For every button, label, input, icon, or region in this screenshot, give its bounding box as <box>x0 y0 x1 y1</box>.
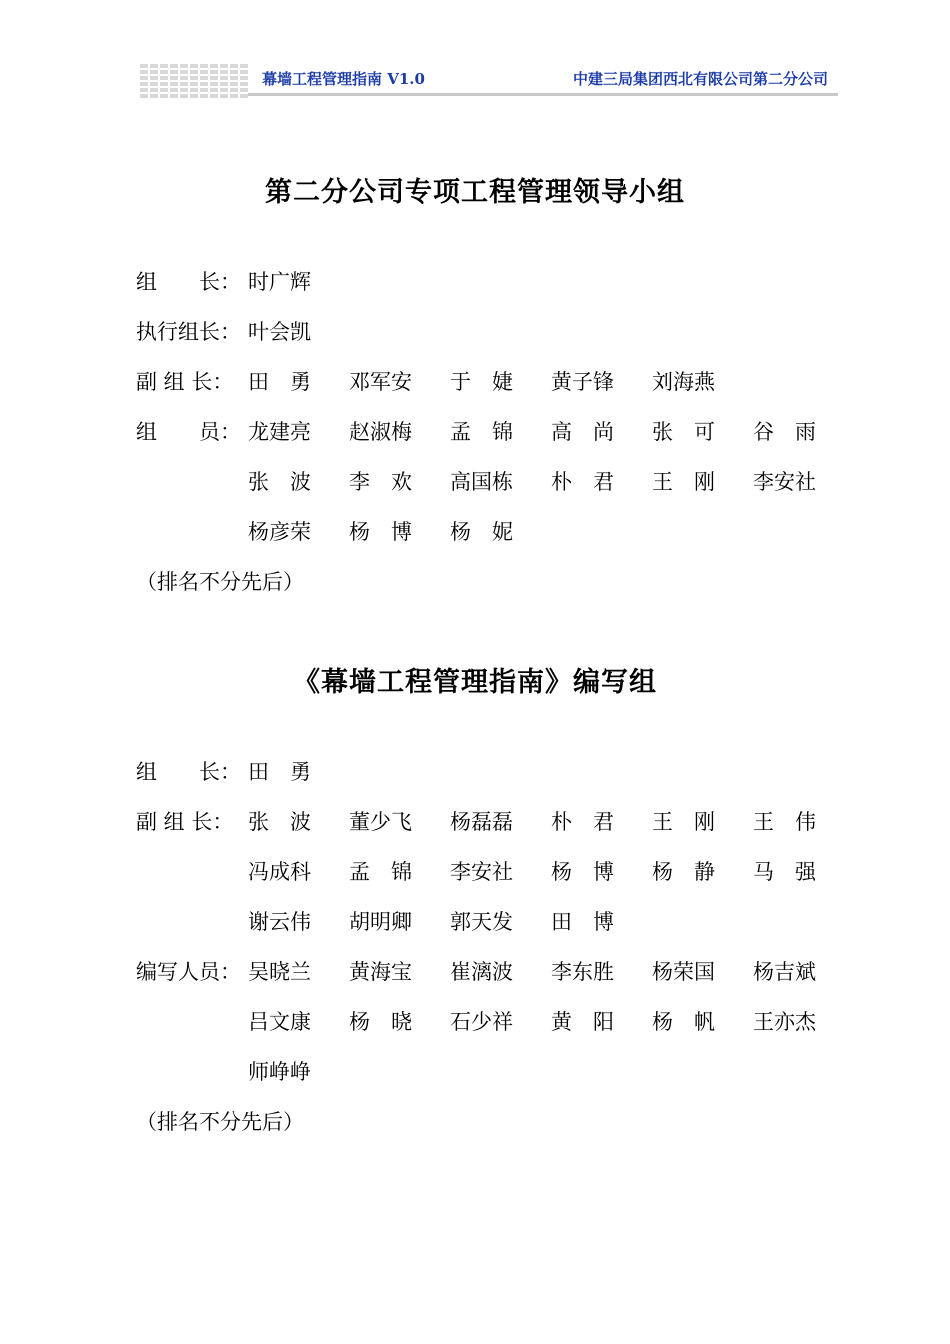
member-name: 刘海燕 <box>652 370 715 394</box>
member-name: 田 博 <box>551 910 614 934</box>
member-name: 马 强 <box>753 860 816 884</box>
member-name: 杨 妮 <box>450 520 513 544</box>
role-label: 编写人员： <box>136 960 241 984</box>
member-name: 赵淑梅 <box>349 420 412 444</box>
member-name: 胡明卿 <box>349 910 412 934</box>
member-name: 崔漓波 <box>450 960 513 984</box>
member-name: 张 波 <box>248 470 311 494</box>
member-name: 杨 帆 <box>652 1010 715 1034</box>
member-name: 王 刚 <box>652 810 715 834</box>
member-name: 谢云伟 <box>248 910 311 934</box>
member-name: 龙建亮 <box>248 420 311 444</box>
member-name: 杨 晓 <box>349 1010 412 1034</box>
member-name: 邓军安 <box>349 370 412 394</box>
member-name: 杨 博 <box>551 860 614 884</box>
member-name: 吴晓兰 <box>248 960 311 984</box>
member-name: 董少飞 <box>349 810 412 834</box>
member-name: 黄子锋 <box>551 370 614 394</box>
member-name: 孟 锦 <box>349 860 412 884</box>
role-label: 组 长： <box>136 760 241 784</box>
role-label: 组 员： <box>136 420 241 444</box>
role-label: 副 组 长： <box>136 810 234 834</box>
member-name: 张 可 <box>652 420 715 444</box>
member-name: 高国栋 <box>450 470 513 494</box>
leadership-note: （排名不分先后） <box>136 570 304 594</box>
editors-note: （排名不分先后） <box>136 1110 304 1134</box>
header-divider <box>248 93 838 96</box>
member-name: 王 伟 <box>753 810 816 834</box>
role-label: 执行组长： <box>136 320 241 344</box>
member-name: 杨吉斌 <box>753 960 816 984</box>
member-name: 黄海宝 <box>349 960 412 984</box>
member-name: 李安社 <box>753 470 816 494</box>
role-label: 组 长： <box>136 270 241 294</box>
member-name: 田 勇 <box>248 760 311 784</box>
member-name: 师峥峥 <box>248 1060 311 1084</box>
leadership-title: 第二分公司专项工程管理领导小组 <box>265 177 685 208</box>
member-name: 吕文康 <box>248 1010 311 1034</box>
member-name: 杨 博 <box>349 520 412 544</box>
member-name: 李东胜 <box>551 960 614 984</box>
member-name: 于 婕 <box>450 370 513 394</box>
member-name: 孟 锦 <box>450 420 513 444</box>
member-name: 李 欢 <box>349 470 412 494</box>
member-name: 王 刚 <box>652 470 715 494</box>
member-name: 石少祥 <box>450 1010 513 1034</box>
member-name: 杨荣国 <box>652 960 715 984</box>
member-name: 高 尚 <box>551 420 614 444</box>
member-name: 冯成科 <box>248 860 311 884</box>
member-name: 田 勇 <box>248 370 311 394</box>
header-company: 中建三局集团西北有限公司第二分公司 <box>572 70 828 88</box>
member-name: 朴 君 <box>551 810 614 834</box>
member-name: 时广辉 <box>248 270 311 294</box>
member-name: 朴 君 <box>551 470 614 494</box>
member-name: 叶会凯 <box>248 320 311 344</box>
editors-title: 《幕墙工程管理指南》编写组 <box>293 667 657 698</box>
member-name: 杨 静 <box>652 860 715 884</box>
logo-grid-icon <box>138 64 248 100</box>
member-name: 黄 阳 <box>551 1010 614 1034</box>
member-name: 李安社 <box>450 860 513 884</box>
role-label: 副 组 长： <box>136 370 234 394</box>
header-title: 幕墙工程管理指南 V1.0 <box>262 70 425 88</box>
member-name: 王亦杰 <box>753 1010 816 1034</box>
member-name: 谷 雨 <box>753 420 816 444</box>
member-name: 郭天发 <box>450 910 513 934</box>
page-header <box>138 60 838 104</box>
member-name: 张 波 <box>248 810 311 834</box>
member-name: 杨彦荣 <box>248 520 311 544</box>
member-name: 杨磊磊 <box>450 810 513 834</box>
